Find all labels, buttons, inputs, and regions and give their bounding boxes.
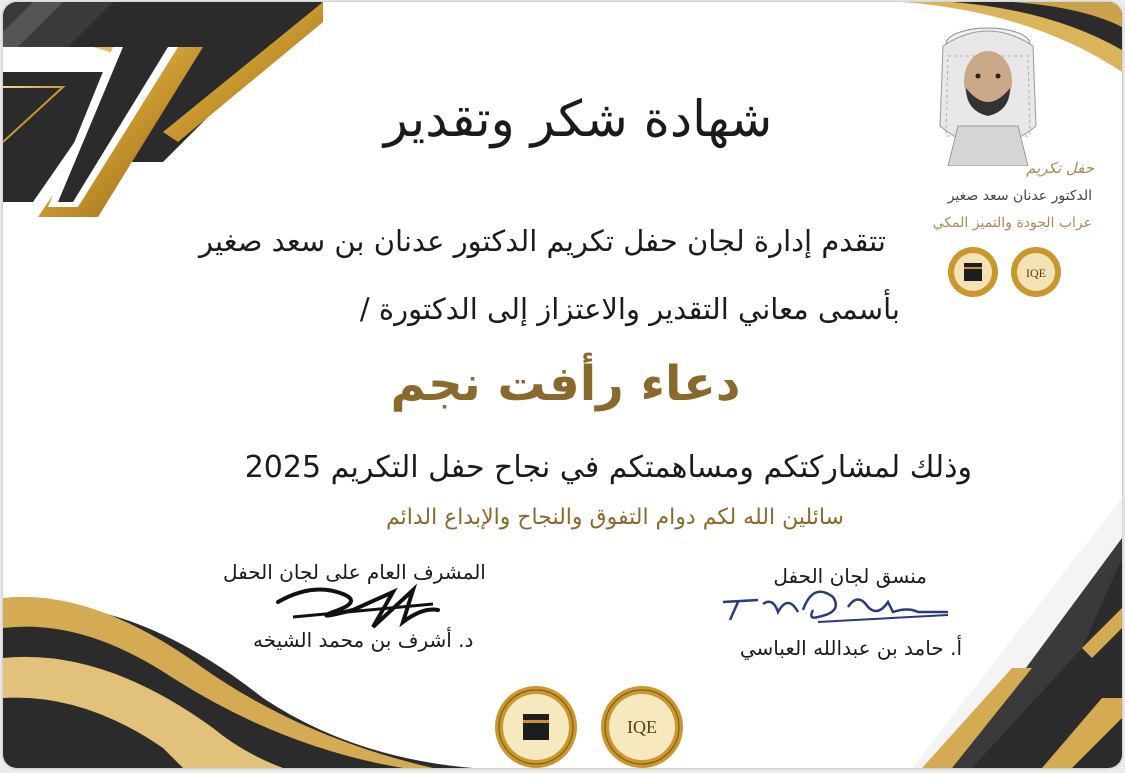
event-logo-tagline: عراب الجودة والتميز المكي xyxy=(932,215,1092,231)
wish-line: سائلين الله لكم دوام التفوق والنجاح والإبداع الدائم xyxy=(385,505,844,530)
left-signatory-title: المشرف العام على لجان الحفل xyxy=(223,560,486,584)
iqe-badge-icon xyxy=(1009,245,1063,299)
bottom-right-decoration xyxy=(882,498,1122,768)
intro-line: تتقدم إدارة لجان حفل تكريم الدكتور عدنان بن سعد صغير xyxy=(199,224,886,258)
right-signatory-title: منسق لجان الحفل xyxy=(773,564,927,588)
honoree-name: دعاء رأفت نجم xyxy=(390,356,741,412)
bottom-left-decoration xyxy=(3,588,473,768)
right-signatory-name: أ. حامد بن عبدالله العباسي xyxy=(739,636,962,660)
certificate xyxy=(3,2,1122,768)
iqe-seal-icon xyxy=(599,684,685,768)
kaaba-badge-icon xyxy=(946,245,1000,299)
reason-line: وذلك لمشاركتكم ومساهمتكم في نجاح حفل التكريم 2025 xyxy=(244,450,972,485)
iqe-small-label: IQE xyxy=(1026,266,1046,280)
appreciation-line: بأسمى معاني التقدير والاعتزاز إلى الدكتورة / xyxy=(359,292,900,326)
kaaba-seal-icon xyxy=(493,684,579,768)
left-signatory-name: د. أشرف بن محمد الشيخه xyxy=(253,628,474,652)
event-logo-subtitle: الدكتور عدنان سعد صغير xyxy=(947,188,1092,204)
certificate-title: شهادة شكر وتقدير xyxy=(383,90,773,148)
event-logo-title: حفل تكريم xyxy=(1026,159,1094,177)
iqe-seal-label: IQE xyxy=(627,717,657,737)
